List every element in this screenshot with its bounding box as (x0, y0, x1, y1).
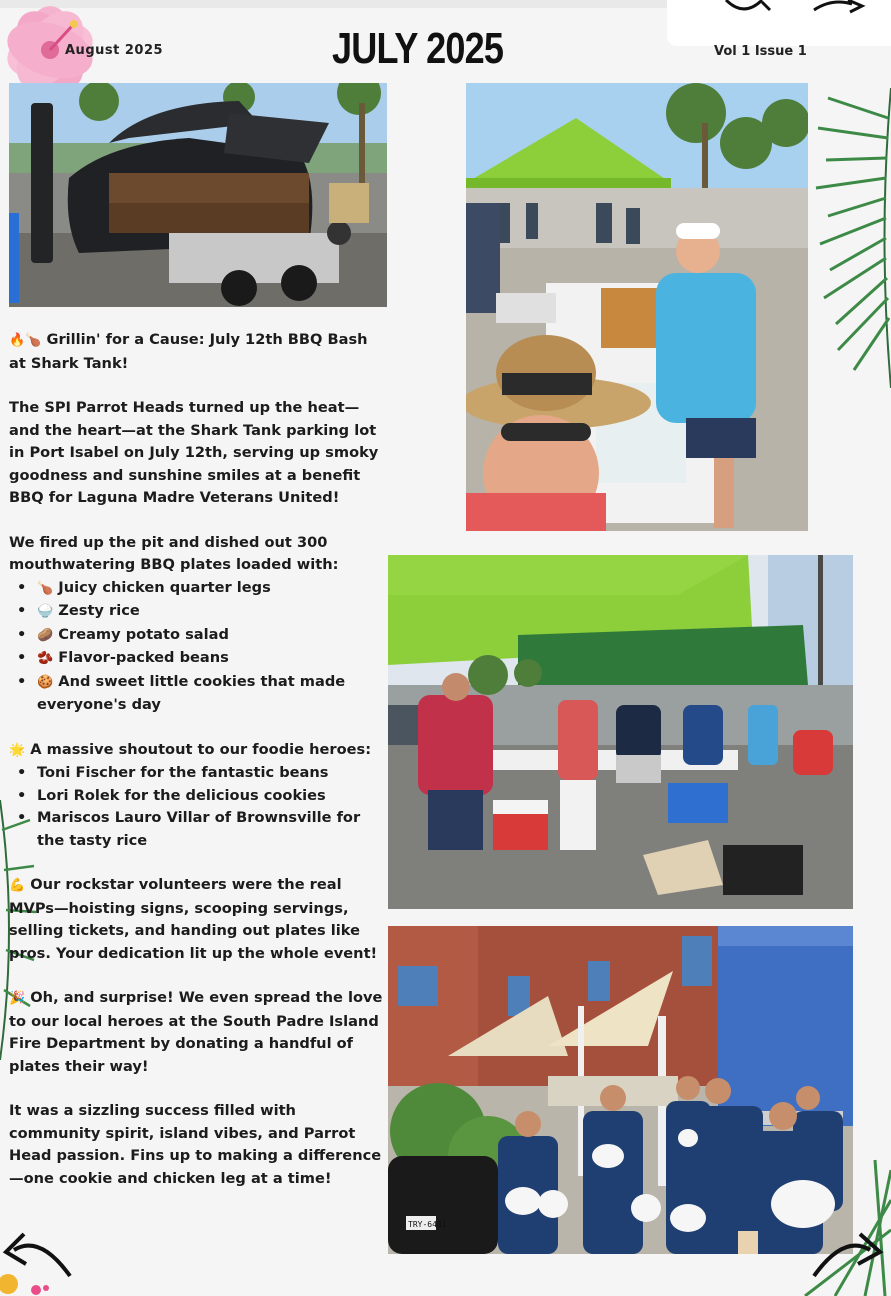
zoom-icon (722, 0, 772, 14)
next-page-arrow-icon[interactable] (806, 1222, 886, 1284)
potato-emoji: 🥔 (37, 627, 54, 643)
cookie-emoji: 🍪 (37, 674, 54, 690)
article-headline (9, 329, 387, 375)
license-plate-text: TRY-6401 (408, 1220, 447, 1229)
star-emoji: 🌟 (9, 742, 26, 758)
menu-item-text: And sweet little cookies that made everyone's day (37, 672, 346, 713)
article-intro: The SPI Parrot Heads turned up the heat—and the heart—at the Shark Tank parking lot in Port Isabel on July 12th, serving up smoky goodness and sunshine smiles at a benefit BBQ for Laguna Madre Veterans United! (9, 399, 379, 506)
photo-volunteer-selfie (466, 83, 808, 531)
volunteers-text: Our rockstar volunteers were the real MVPs—hoisting signs, scooping servings, selling tickets, and handing out plates like pros. Your dedication lit up the whole event! (9, 876, 378, 962)
beans-emoji: 🫘 (37, 651, 54, 666)
hero-item: • Mariscos Lauro Villar of Brownsville for the tasty rice (9, 807, 387, 852)
menu-item (9, 600, 387, 624)
article-body (9, 329, 387, 1190)
menu-item (9, 624, 387, 648)
heroes-list (9, 762, 387, 852)
drumstick-emoji: 🍗 (37, 580, 54, 596)
menu-item-text: Zesty rice (58, 602, 140, 619)
menu-item (9, 671, 387, 717)
surprise-text: Oh, and surprise! We even spread the love to our local heroes at the South Padre Island Fire Department by donating a handful of plates their way! (9, 989, 383, 1075)
volunteers-paragraph (9, 874, 387, 965)
shoutout-intro (9, 739, 387, 763)
menu-item-text: Juicy chicken quarter legs (58, 578, 271, 596)
menu-item (9, 647, 387, 671)
flower-corner-decoration (0, 1262, 60, 1296)
newsletter-title: JULY 2025 (332, 24, 504, 73)
rice-emoji: 🍚 (37, 604, 54, 619)
share-arrow-icon (812, 0, 866, 14)
headline-text: Grillin' for a Cause: July 12th BBQ Bash at Shark Tank! (9, 331, 368, 372)
flexed-arm-emoji: 💪 (9, 878, 26, 893)
menu-list (9, 577, 387, 717)
plates-intro: We fired up the pit and dished out 300 mouthwatering BBQ plates loaded with: (9, 533, 339, 573)
palm-frond-decoration (808, 88, 891, 388)
menu-item-text: Flavor-packed beans (58, 649, 229, 666)
surprise-paragraph (9, 987, 387, 1078)
shoutout-text: A massive shoutout to our foodie heroes: (30, 740, 372, 758)
photo-bbq-smoker (9, 83, 387, 307)
closing-paragraph: It was a sizzling success filled with community spirit, island vibes, and Parrot Head passion. Fins up to making a difference—one cookie and chicken leg at a time! (9, 1102, 382, 1187)
menu-item-text: Creamy potato salad (58, 625, 229, 643)
issue-date: August 2025 (65, 43, 164, 58)
party-popper-emoji: 🎉 (9, 991, 26, 1006)
issue-number: Vol 1 Issue 1 (714, 44, 807, 59)
fire-drumstick-emoji: 🔥🍗 (9, 333, 42, 348)
menu-item (9, 577, 387, 601)
hero-item: • Toni Fischer for the fantastic beans (9, 762, 387, 785)
photo-serving-line (388, 555, 853, 909)
hero-item: • Lori Rolek for the delicious cookies (9, 785, 387, 808)
